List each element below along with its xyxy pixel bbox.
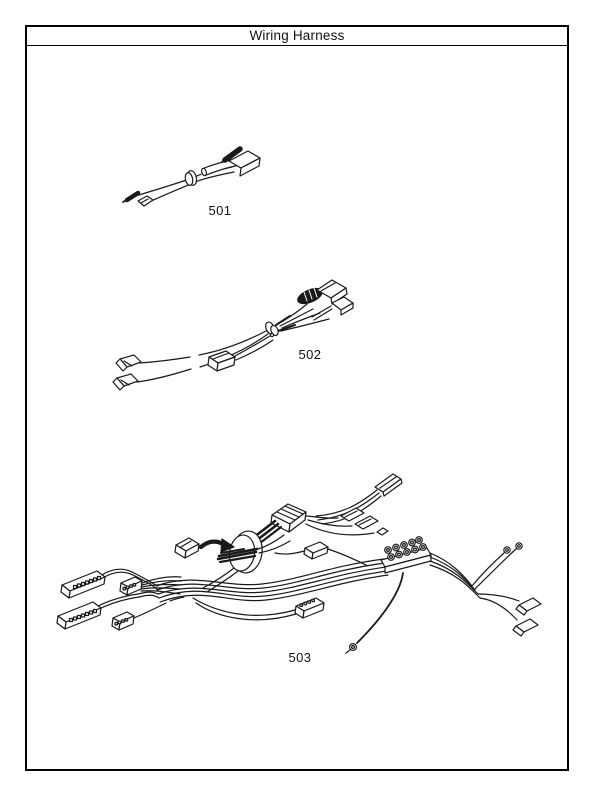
strip-connector-upper: [61, 569, 158, 598]
wire-fan: [276, 304, 329, 331]
ground-lead: [346, 573, 403, 653]
page-title: Wiring Harness: [249, 28, 345, 44]
part-number-label-501: 501: [208, 203, 232, 218]
spade-terminal: [138, 196, 153, 206]
part-number-label-502: 502: [298, 347, 322, 362]
harness-501-illustration: [110, 138, 270, 218]
flat-spade-lower: [113, 374, 138, 390]
title-bar: [27, 27, 567, 46]
flat-spade-upper: [116, 355, 141, 371]
terminal-strip: [381, 537, 431, 573]
ring-terminals: [472, 543, 522, 589]
bullet-terminal-bottom: [123, 193, 138, 202]
top-connector: [316, 474, 402, 524]
right-spade-b: [355, 516, 378, 529]
right-band: [430, 553, 480, 598]
harness-502-illustration: [105, 270, 365, 400]
square-connector: [175, 538, 199, 558]
part-number-label-503: 503: [288, 650, 312, 665]
strip-connector-lower: [57, 592, 159, 629]
four-pin-connector-b: [112, 597, 184, 630]
bottom-connector: [193, 598, 324, 620]
connector-centre: [208, 336, 273, 371]
block-connector: [271, 504, 306, 532]
grommet-ring: [184, 170, 198, 186]
pin-terminal: [377, 528, 388, 535]
small-rect-connector: [275, 542, 368, 566]
insertion-arrow: [201, 539, 234, 552]
main-band: [156, 559, 388, 602]
left-leads: [137, 331, 268, 382]
right-flat-spades: [478, 594, 541, 636]
harness-503-illustration: [48, 455, 560, 670]
